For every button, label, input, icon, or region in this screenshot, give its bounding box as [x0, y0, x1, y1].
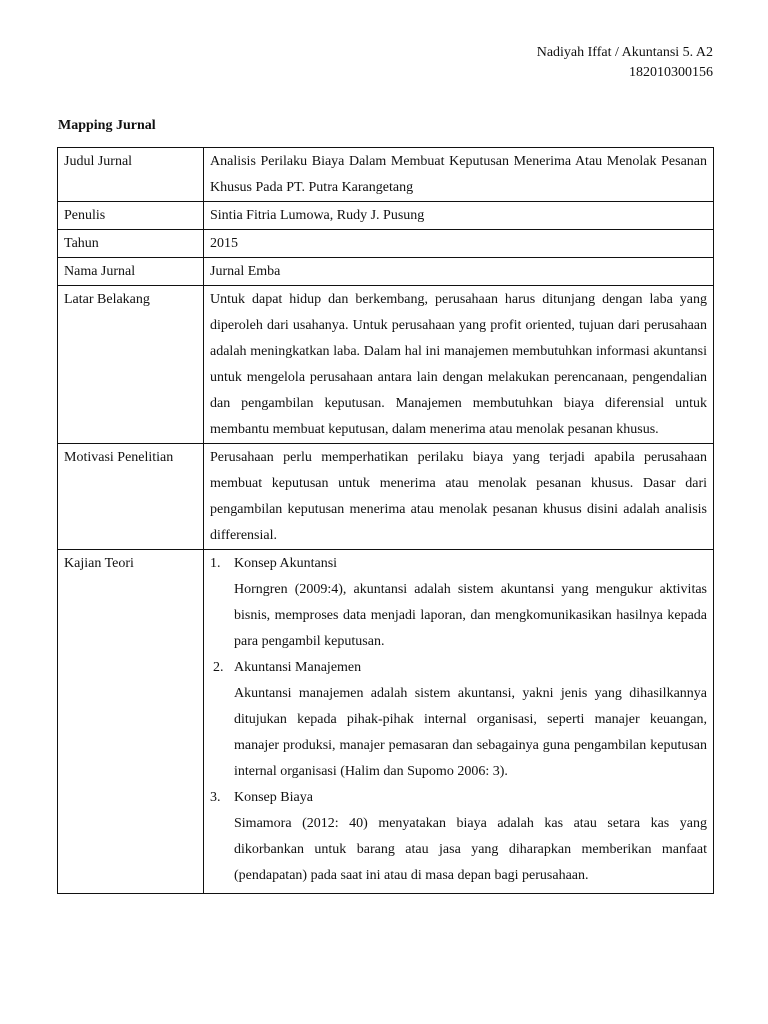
table-row: [58, 230, 714, 258]
row-value: Analisis Perilaku Biaya Dalam Membuat Keputusan Menerima Atau Menolak Pesanan Khusus Pada PT. Putra Karangetang: [204, 148, 714, 202]
row-label: Kajian Teori: [58, 550, 204, 894]
row-label: Judul Jurnal: [58, 148, 204, 202]
kajian-teori-list: [204, 550, 714, 894]
row-value: Sintia Fitria Lumowa, Rudy J. Pusung: [204, 202, 714, 230]
item-body: Simamora (2012: 40) menyatakan biaya adalah kas atau setara kas yang dikorbankan untuk barang atau jasa yang diharapkan memberikan manfaat (pendapatan) pada saat ini atau di masa depan bagi perusahaan.: [234, 816, 707, 883]
mapping-table: [57, 147, 714, 894]
item-title: Konsep Biaya: [234, 790, 313, 805]
item-number: 1.: [210, 556, 221, 571]
table-row: [58, 202, 714, 230]
item-body: Horngren (2009:4), akuntansi adalah sistem akuntansi yang mengukur aktivitas bisnis, memproses data menjadi laporan, dan mengkomunikasikan hasilnya kepada para pengambil keputusan.: [234, 582, 707, 649]
item-number: 2.: [213, 660, 224, 675]
row-value: 2015: [204, 230, 714, 258]
item-title: Akuntansi Manajemen: [234, 660, 362, 675]
row-value: Jurnal Emba: [204, 258, 714, 286]
row-label: Motivasi Penelitian: [58, 444, 204, 550]
author-line: Nadiyah Iffat / Akuntansi 5. A2: [536, 45, 713, 60]
table-row: [58, 258, 714, 286]
row-value: Untuk dapat hidup dan berkembang, perusahaan harus ditunjang dengan laba yang diperoleh dari usahanya. Untuk perusahaan yang profit oriented, tujuan dari perusahaan adalah meningkatkan laba. Dalam hal ini manajemen membutuhkan informasi akuntansi untuk mengelola perusahaan antara lain dengan melakukan perencanaan, pengendalian dan pengambilan keputusan. Manajemen membutuhkan biaya diferensial untuk membantu membuat keputusan, dalam menerima atau menolak pesanan khusus.: [204, 286, 714, 444]
item-title: Konsep Akuntansi: [234, 556, 338, 571]
row-label: Tahun: [58, 230, 204, 258]
table-row: [58, 444, 714, 550]
row-label: Penulis: [58, 202, 204, 230]
row-label: Nama Jurnal: [58, 258, 204, 286]
table-row: [58, 286, 714, 444]
row-label: Latar Belakang: [58, 286, 204, 444]
table-row: [58, 148, 714, 202]
document-title: Mapping Jurnal: [58, 118, 156, 133]
list-item: [210, 655, 707, 681]
table-row: [58, 550, 714, 894]
student-id: 182010300156: [629, 65, 713, 80]
list-item: [210, 551, 707, 577]
page-header: [537, 43, 713, 83]
item-number: 3.: [210, 790, 221, 805]
row-value: Perusahaan perlu memperhatikan perilaku biaya yang terjadi apabila perusahaan membuat keputusan untuk menerima atau menolak pesanan khusus. Dasar dari pengambilan keputusan menerima atau menolak pesanan khusus disini adalah analisis differensial.: [204, 444, 714, 550]
item-body: Akuntansi manajemen adalah sistem akuntansi, yakni jenis yang dihasilkannya ditujukan kepada pihak-pihak internal organisasi, seperti manajer keuangan, manajer produksi, manajer pemasaran dan sebagainya guna pengambilan keputusan internal organisasi (Halim dan Supomo 2006: 3).: [234, 686, 707, 779]
list-item: [210, 785, 707, 811]
